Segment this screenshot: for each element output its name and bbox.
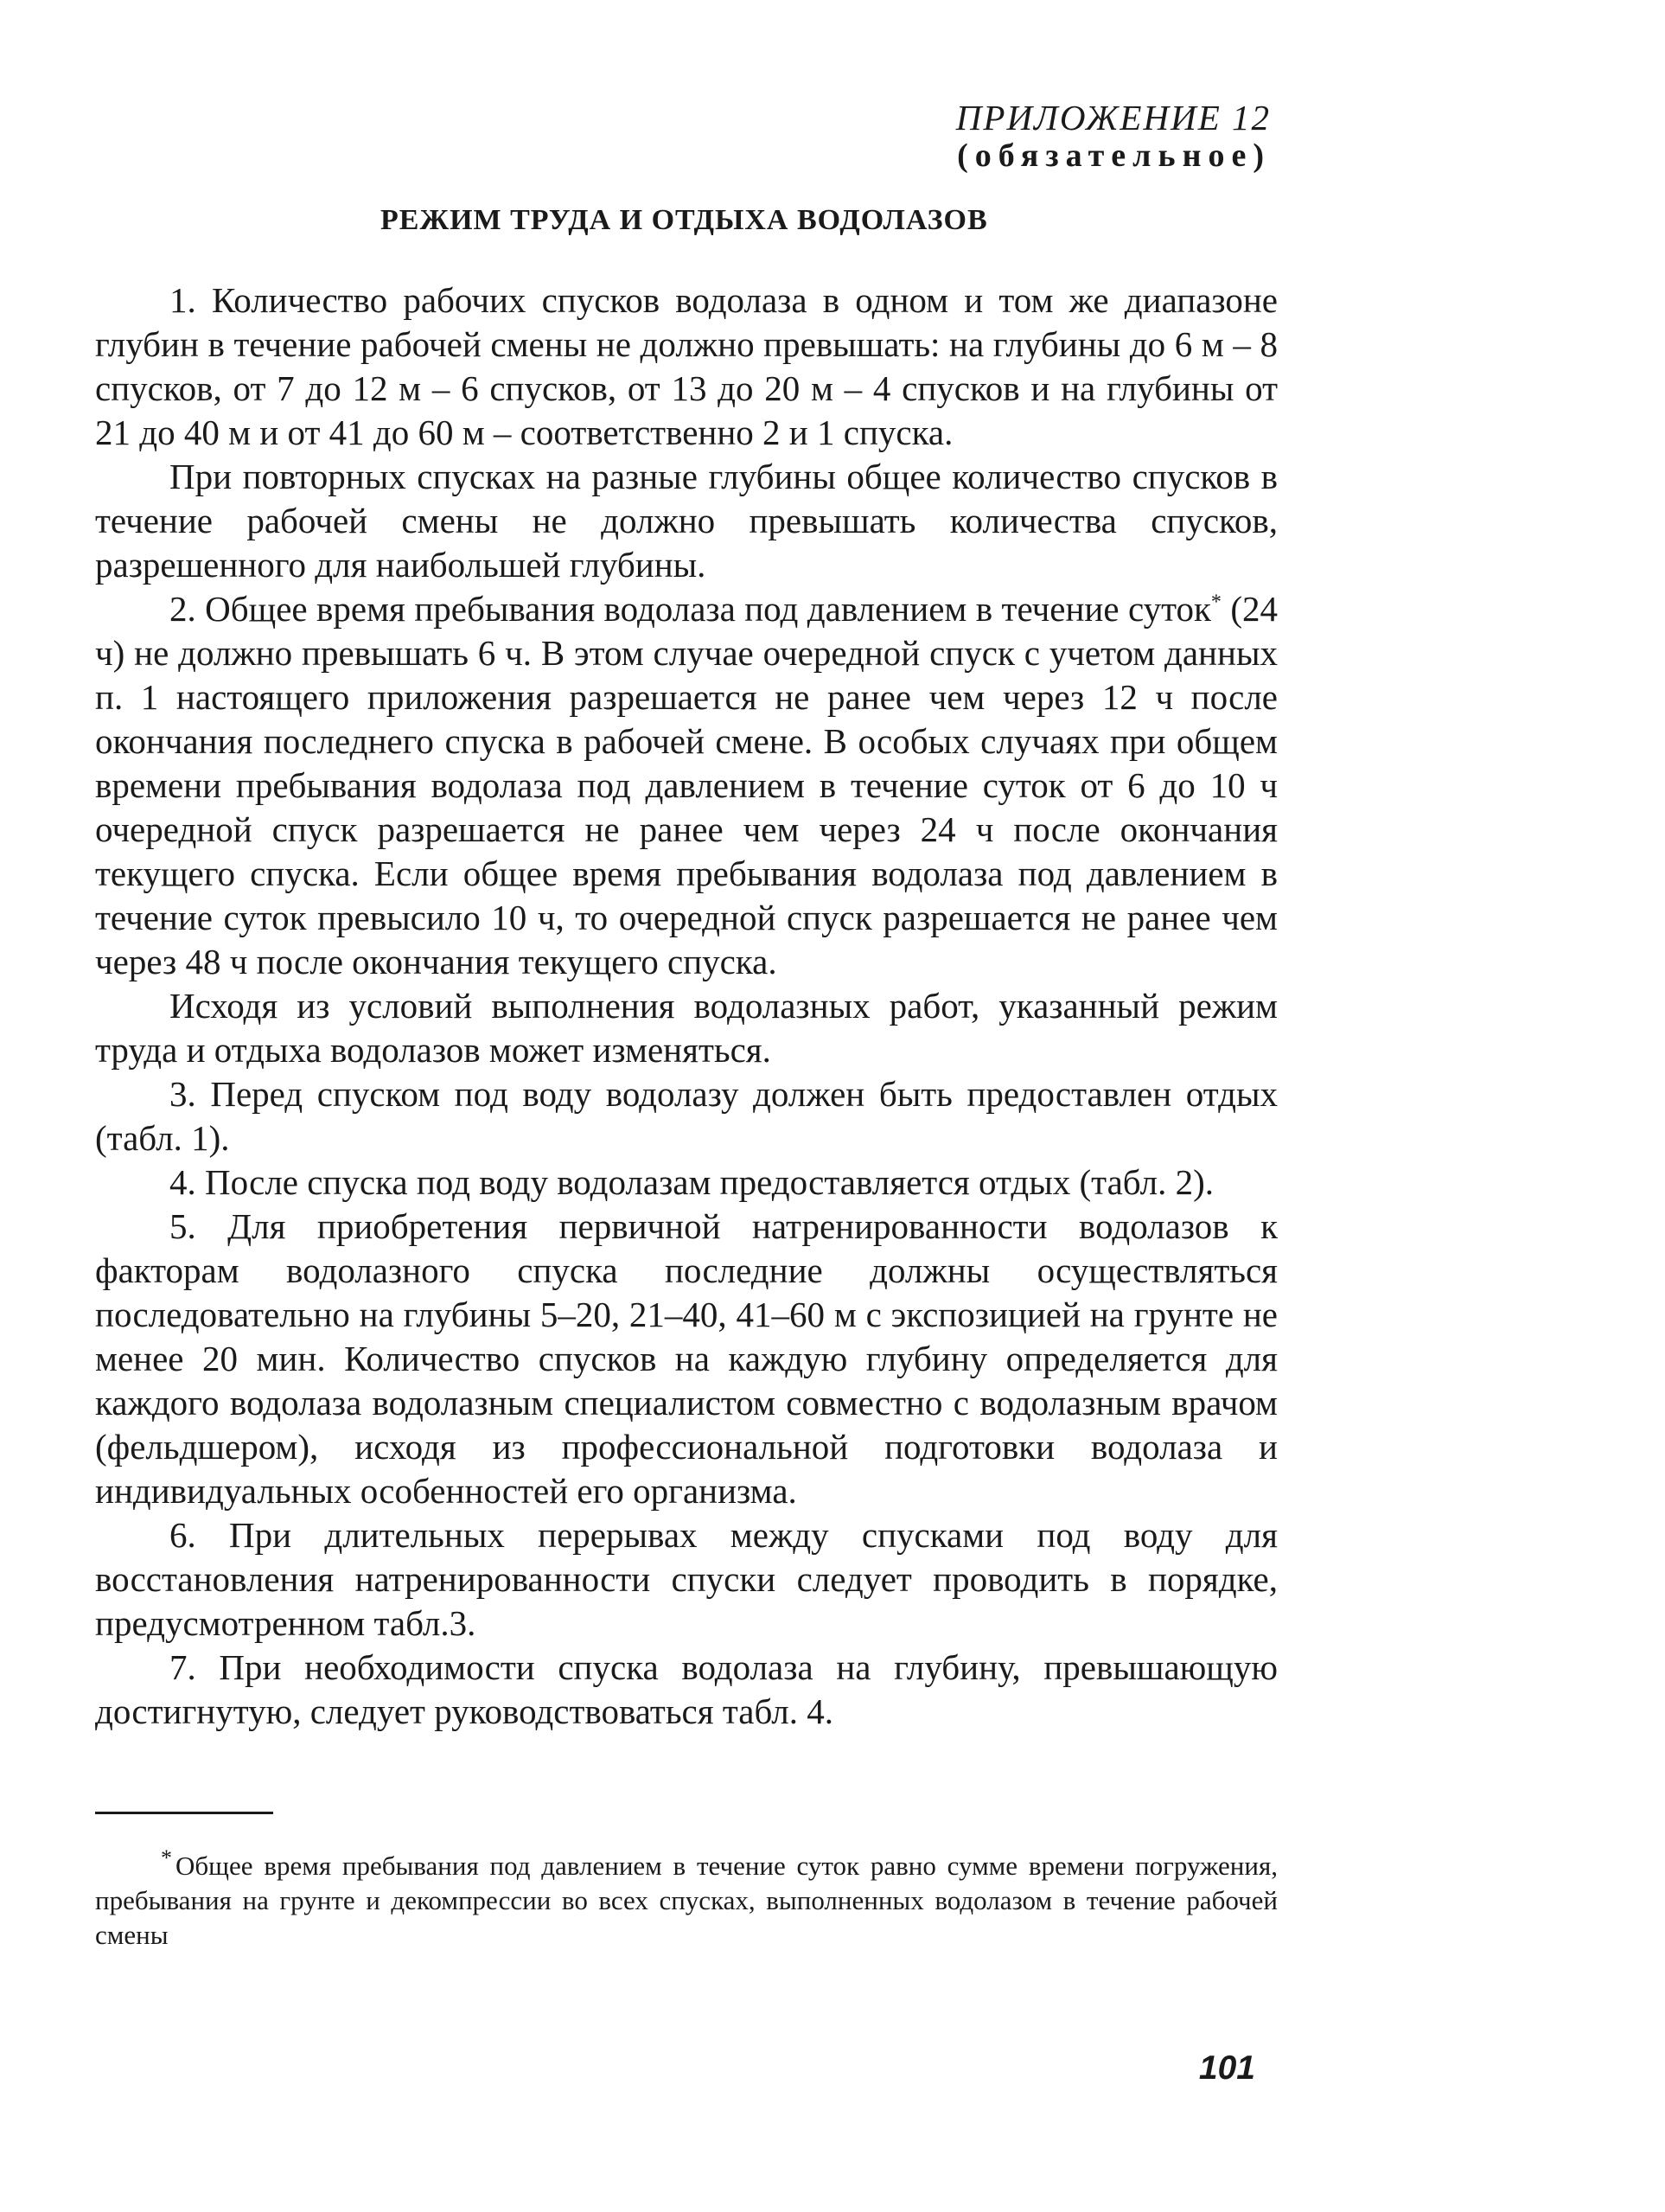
paragraph-6: 4. После спуска под воду водолазам предоставляется отдых (табл. 2). bbox=[169, 1162, 1214, 1202]
paragraph-4: Исходя из условий выполнения водолазных работ, указанный режим труда и отдыха водолазов может изменяться. bbox=[95, 986, 1278, 1070]
paragraph-2: При повторных спусках на разные глубины общее количество спусков в течение рабочей смены не должно превышать количества спусков, разрешенного для наибольшей глубины. bbox=[95, 457, 1278, 585]
paragraph-8: 6. При длительных перерывах между спусками под воду для восстановления натренированности спуски следует проводить в порядке, предусмотренном табл.3. bbox=[95, 1515, 1278, 1643]
paragraph-5: 3. Перед спуском под воду водолазу должен быть предоставлен отдых (табл. 1). bbox=[95, 1074, 1278, 1158]
paragraph-3-start: 2. Общее время пребывания водолаза под давлением в течение суток bbox=[169, 589, 1211, 629]
page-title: РЕЖИМ ТРУДА И ОТДЫХА ВОДОЛАЗОВ bbox=[380, 204, 988, 236]
paragraph-3-rest: (24 ч) не должно превышать 6 ч. В этом случае очередной спуск с учетом данных п. 1 настоящего приложения разрешается не ранее чем через 12 ч после окончания последнего спуска в рабочей смене. В особых случаях при общем времени пребывания водолаза под давлением в течение суток от 6 до 10 ч очередной спуск разрешается не ранее чем через 24 ч после окончания текущего спуска. Если общее время пребывания водолаза под давлением в течение суток превысило 10 ч, то очередной спуск разрешается не ранее чем через 48 ч после окончания текущего спуска. bbox=[95, 589, 1279, 981]
footnote-reference: * bbox=[1210, 591, 1222, 614]
footnote: * Общее время пребывания под давлением в течение суток равно сумме времени погружения, пребывания на грунте и декомпрессии во всех спусках, выполненных водолазом в течение рабочей смены bbox=[95, 1844, 1278, 1950]
page-number: 101 bbox=[1198, 2049, 1255, 2087]
paragraph-3 bbox=[95, 587, 1278, 984]
paragraph-9: 7. При необходимости спуска водолаза на глубину, превышающую достигнутую, следует руководствоваться табл. 4. bbox=[95, 1647, 1278, 1731]
body-text bbox=[95, 278, 1278, 1734]
paragraph-7: 5. Для приобретения первичной натренированности водолазов к факторам водолазного спуска последние должны осуществляться последовательно на глубины 5–20, 21–40, 41–60 м с экспозицией на грунте не менее 20 мин. Количество спусков на каждую глубину определяется для каждого водолаза водолазным специалистом совместно с водолазным врачом (фельдшером), исходя из профессиональной подготовки водолаза и индивидуальных особенностей его организма. bbox=[95, 1206, 1278, 1511]
footnote-text: Общее время пребывания под давлением в течение суток равно сумме времени погружения, пребывания на грунте и декомпрессии во всех спусках, выполненных водолазом в течение рабочей смены bbox=[95, 1851, 1278, 1950]
paragraph-1: 1. Количество рабочих спусков водолаза в одном и том же диапазоне глубин в течение рабочей смены не должно превышать: на глубины до 6 м – 8 спусков, от 7 до 12 м – 6 спусков, от 13 до 20 м – 4 спусков и на глубины от 21 до 40 м и от 41 до 60 м – соответственно 2 и 1 спуска. bbox=[95, 280, 1278, 452]
appendix-label: ПРИЛОЖЕНИЕ 12 bbox=[955, 98, 1271, 137]
footnote-divider bbox=[95, 1812, 273, 1814]
appendix-status: (обязательное) bbox=[957, 137, 1271, 174]
